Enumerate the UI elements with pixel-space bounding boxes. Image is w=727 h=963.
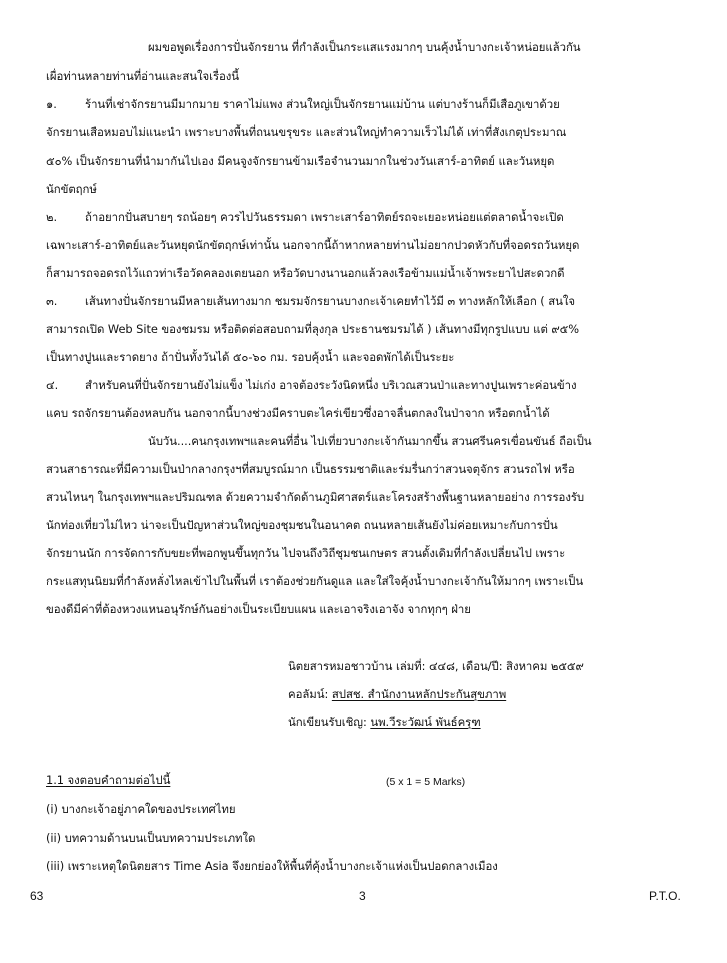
question-ii: (ii) บทความด้านบนเป็นบทความประเภทใด (46, 831, 256, 845)
item-1-number: ๑. (46, 97, 57, 111)
item-3-line-2: สามารถเปิด Web Site ของชมรม หรือติดต่อสอบถามที่ลุงกุล ประธานชมรมได้ ) เส้นทางมีทุกรูปแบบ แต่ ๙๕% (46, 322, 580, 336)
closing-line-6: กระแสทุนนิยมที่กำลังหลั่งไหลเข้าไปในพื้นที่ เราต้องช่วยกันดูแล และใส่ใจคุ้งน้ำบางกะเจ้ากันให้มากๆ เพราะเป็น (46, 574, 584, 588)
source-writer (288, 714, 481, 730)
item-1-line-3: ๕๐% เป็นจักรยานที่นำมากันไปเอง มีคนจูงจักรยานข้ามเรือจำนวนมากในช่วงวันเสาร์-อาทิตย์ และวันหยุด (46, 154, 555, 168)
item-2-line-1: ถ้าอยากปั่นสบายๆ รถน้อยๆ ควรไปวันธรรมดา เพราะเสาร์อาทิตย์รถจะเยอะหน่อยแต่ตลาดน้ำจะเปิด (85, 210, 564, 224)
questions-heading: 1.1 จงตอบคำถามต่อไปนี้ (46, 773, 171, 787)
intro-line-1: ผมขอพูดเรื่องการปั่นจักรยาน ที่กำลังเป็นกระแสแรงมากๆ บนคุ้งน้ำบางกะเจ้าหน่อยแล้วกัน (148, 40, 581, 54)
source-magazine: นิตยสารหมอชาวบ้าน เล่มที่: ๔๔๘, เดือน/ปี: สิงหาคม ๒๕๕๙ (288, 659, 584, 673)
footer-code: 63 (30, 889, 44, 903)
source-writer-value: นพ.วีระวัฒน์ พันธ์ครุฑ (370, 715, 481, 729)
item-3-line-1: เส้นทางปั่นจักรยานมีหลายเส้นทางมาก ชมรมจักรยานบางกะเจ้าเคยทำไว้มี ๓ ทางหลักให้เลือก ( สนใจ (85, 294, 575, 308)
question-iii: (iii) เพราะเหตุใดนิตยสาร Time Asia จึงยกย่องให้พื้นที่คุ้งน้ำบางกะเจ้าแห่งเป็นปอดกลางเมือง (46, 859, 498, 873)
closing-line-5: จักรยานนัก การจัดการกับขยะที่พอกพูนขึ้นทุกวัน ไปจนถึงวิถีชุมชนเกษตร สวนดั้งเดิมที่กำลังเปลี่ยนไป เพราะ (46, 546, 566, 560)
closing-line-7: ของดีมีค่าที่ต้องหวงแหนอนุรักษ์กันอย่างเป็นระเบียบแผน และเอาจริงเอาจัง จากทุกๆ ฝ่าย (46, 602, 471, 616)
item-2-line-3: ก็สามารถจอดรถไว้แถวท่าเรือวัดคลองเตยนอก หรือวัดบางนานอกแล้วลงเรือข้ามแม่น้ำเจ้าพระยาไปสะดวกดี (46, 266, 565, 280)
question-i: (i) บางกะเจ้าอยู่ภาคใดของประเทศไทย (46, 802, 236, 816)
source-writer-label: นักเขียนรับเชิญ: (288, 715, 367, 729)
closing-line-2: สวนสาธารณะที่มีความเป็นป่ากลางกรุงฯที่สมบูรณ์มาก เป็นธรรมชาติและร่มรื่นกว่าสวนจตุจักร สวนรถไฟ หรือ (46, 462, 575, 476)
item-1-line-1: ร้านที่เช่าจักรยานมีมากมาย ราคาไม่แพง ส่วนใหญ่เป็นจักรยานแม่บ้าน แต่บางร้านก็มีเสือภูเขาด้วย (85, 97, 560, 111)
item-4-line-2: แคบ รถจักรยานต้องหลบกัน นอกจากนี้บางช่วงมีคราบตะไคร่เขียวซึ่งอาจลื่นตกลงในป่าจาก หรือตกน้ำได้ (46, 406, 550, 420)
item-3-number: ๓. (46, 294, 58, 308)
item-3-line-3: เป็นทางปูนและราดยาง ถ้าปั่นทั้งวันได้ ๕๐-๖๐ กม. รอบคุ้งน้ำ และจอดพักได้เป็นระยะ (46, 350, 455, 364)
item-4-line-1: สำหรับคนที่ปั่นจักรยานยังไม่แข็ง ไม่เก่ง อาจต้องระวังนิดหนึ่ง บริเวณสวนป่าและทางปูนเพราะค่อนข้าง (85, 378, 577, 392)
footer-pto: P.T.O. (649, 889, 681, 903)
closing-line-3: สวนไหนๆ ในกรุงเทพฯและปริมณฑล ด้วยความจำกัดด้านภูมิศาสตร์และโครงสร้างพื้นฐานหลายอย่าง การรองรับ (46, 490, 585, 504)
item-1-line-2: จักรยานเสือหมอบไม่แนะนำ เพราะบางพื้นที่ถนนขรุขระ และส่วนใหญ่ทำความเร็วไม่ได้ เท่าที่สังเกตุประมาณ (46, 125, 567, 139)
item-1-line-4: นักขัตฤกษ์ (46, 182, 97, 196)
questions-marks: (5 x 1 = 5 Marks) (386, 776, 466, 788)
intro-line-2: เผื่อท่านหลายท่านที่อ่านและสนใจเรื่องนี้ (46, 69, 240, 83)
closing-line-4: นักท่องเที่ยวไม่ไหว น่าจะเป็นปัญหาส่วนใหญ่ของชุมชนในอนาคต ถนนหลายเส้นยังไม่ค่อยเหมาะกับการปั่น (46, 518, 558, 532)
item-4-number: ๔. (46, 378, 59, 392)
source-column (288, 686, 506, 702)
source-column-value: สปสช. สำนักงานหลักประกันสุขภาพ (331, 687, 507, 701)
source-column-label: คอลัมน์: (288, 687, 329, 701)
item-2-line-2: เฉพาะเสาร์-อาทิตย์และวันหยุดนักขัตฤกษ์เท่านั้น นอกจากนี้ถ้าหากหลายท่านไม่อยากปวดหัวกับที่จอดรถวันหยุด (46, 238, 580, 252)
closing-line-1: นับวัน....คนกรุงเทพฯและคนที่อื่น ไปเที่ยวบางกะเจ้ากันมากขึ้น สวนศรีนครเขื่อนขันธ์ ถือเป็น (148, 434, 592, 448)
item-2-number: ๒. (46, 210, 58, 224)
footer-page-number: 3 (359, 889, 366, 903)
